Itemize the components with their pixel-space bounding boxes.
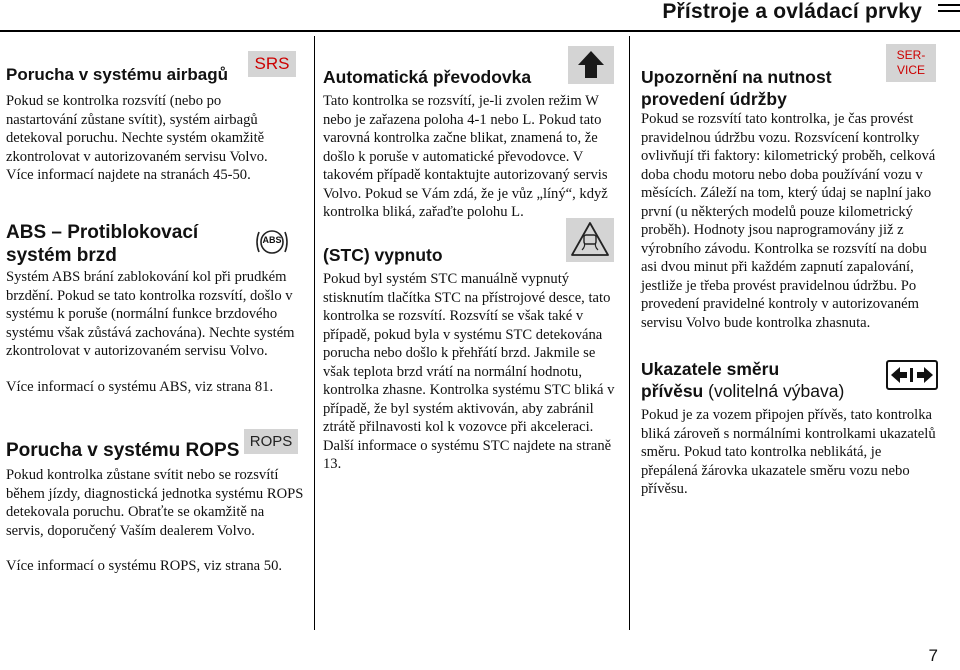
header-rule bbox=[0, 30, 960, 32]
abs-heading-line2: systém brzd bbox=[6, 245, 117, 266]
srs-warning-icon: SRS bbox=[248, 51, 296, 77]
rops-reference: Více informací o systému ROPS, viz strana 50. bbox=[6, 558, 283, 574]
column-divider-1 bbox=[314, 36, 315, 630]
transmission-warning-icon bbox=[568, 46, 614, 84]
trailer-heading-line2 bbox=[641, 380, 844, 402]
stc-text: Pokud byl systém STC manuálně vypnutý stisknutím tlačítka STC na přístrojové desce, tato kontrolka se rozsvítí. Rozsvítí se však také v případě, pokud byla v systému STC detekována porucha nebo došlo k přehřátí brzd. Jakmile se však teplota brzd vrátí na normální hodnotu, kontrolka zhasne. Kontrolka systému STC bliká v případě, že byl systém aktivován, aby zabránil ztrátě přilnavosti kol k vozovce při akceleraci. Další informace o systému STC najdete na straně 13. bbox=[323, 271, 615, 472]
service-icon-line1: SER- bbox=[896, 48, 926, 62]
service-icon-line2: VICE bbox=[896, 63, 925, 77]
service-text: Pokud se rozsvítí tato kontrolka, je čas provést pravidelnou údržbu vozu. Rozsvícení kontrolky ovlivňují tři faktory: kilometrický proběh, celková doba chodu motoru nebo doba používání vozu v měsících. Záleží na tom, který údaj se naplní jako první (u některých modelů pouze kilometrický proběh). Hodnoty jsou naprogramovány již z výrobního závodu. Kontrolka se rozsvítí na dobu asi dvou minut při každém zapnutí zapalování, jestliže je třeba provést pravidelnou údržbu. Po provedení pravidelné kontroly v autorizovaném servisu Volvo bude kontrolka zhasnuta. bbox=[641, 111, 936, 331]
trailer-heading-bold: přívěsu bbox=[641, 381, 704, 401]
trailer-heading-optional: (volitelná výbava) bbox=[703, 381, 845, 401]
abs-icon-label: ABS bbox=[262, 235, 282, 245]
abs-reference: Více informací o systému ABS, viz strana 81. bbox=[6, 379, 274, 395]
automatic-transmission-text: Tato kontrolka se rozsvítí, je-li zvolen režim W nebo je zařazena poloha 4-1 nebo L. Pokud tato varovná kontrolka začne blikat, znamená to, že došlo k poruše v automatické převodovce. V takovém případě kontaktujte autorizovaný servis Volvo. Pokud se Vám zdá, že je vůz „líný“, když kontrolka bliká, zařaďte polohu L. bbox=[323, 93, 608, 220]
service-reminder-icon bbox=[886, 44, 936, 82]
page-number: 7 bbox=[928, 646, 938, 665]
airbag-text: Pokud se kontrolka rozsvítí (nebo po nastartování zůstane svítit), systém airbagů detekoval poruchu. Nechte systém okamžitě zkontrolovat v autorizovaném servisu Volvo. Více informací najdete na stranách 45-50. bbox=[6, 93, 268, 183]
header-corner-mark bbox=[938, 4, 960, 12]
stc-skid-icon bbox=[566, 218, 614, 262]
airbag-heading: Porucha v systému airbagů bbox=[6, 65, 229, 84]
abs-text: Systém ABS brání zablokování kol při prudkém brzdění. Pokud se tato kontrolka rozsvítí, došlo v systému k poruše (normální funkce brzdového systému však zůstává zachována). Nechte systém zkontrolovat v autorizovaném servisu Volvo. bbox=[6, 269, 295, 359]
rops-heading: Porucha v systému ROPS bbox=[6, 440, 240, 461]
column-divider-2 bbox=[629, 36, 630, 630]
rops-text: Pokud kontrolka zůstane svítit nebo se rozsvítí během jízdy, diagnostická jednotka systému ROPS detekovala poruchu. Obraťte se okamžitě na servis, doporučený Vaším dealerem Volvo. bbox=[6, 467, 304, 539]
trailer-text: Pokud je za vozem připojen přívěs, tato kontrolka bliká zároveň s normálními kontrolkami ukazatelů směru. Pokud tato kontrolka neblikátá, je přepálená žárovka ukazatele směru vozu nebo přívěsu. bbox=[641, 407, 936, 497]
abs-heading-line1: ABS – Protiblokovací bbox=[6, 222, 199, 243]
trailer-heading-line1: Ukazatele směru bbox=[641, 359, 780, 379]
stc-heading: (STC) vypnuto bbox=[323, 245, 443, 265]
automatic-transmission-heading: Automatická převodovka bbox=[323, 67, 532, 87]
section-title: Přístroje a ovládací prvky bbox=[662, 0, 922, 23]
abs-icon bbox=[254, 226, 290, 258]
trailer-indicator-icon bbox=[886, 360, 938, 390]
service-heading-line1: Upozornění na nutnost bbox=[641, 67, 832, 87]
service-heading-line2: provedení údržby bbox=[641, 89, 787, 109]
rops-warning-icon: ROPS bbox=[244, 429, 298, 454]
